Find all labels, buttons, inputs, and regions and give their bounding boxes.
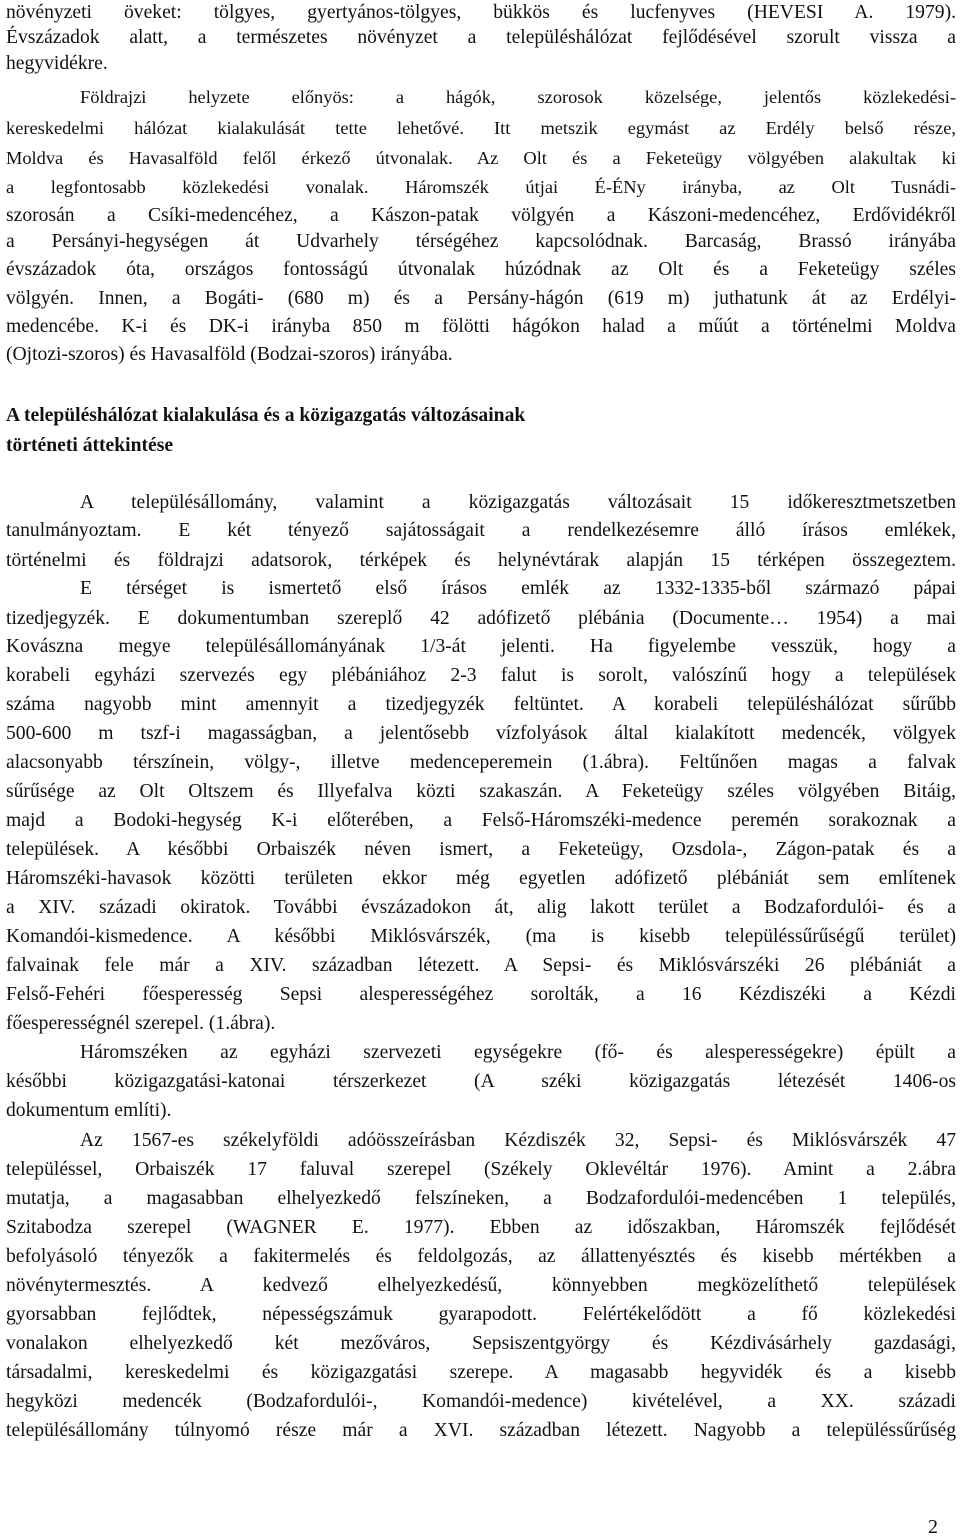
text-line: Földrajzi helyzete előnyös: a hágók, szorosok közelsége, jelentős közlekedési- <box>80 87 956 107</box>
text-line: a XIV. századi okiratok. További évszázadokon át, alig lakott terület a Bodzafordulói- és a <box>6 897 956 918</box>
text-line: alacsonyabb térszínein, völgy-, illetve medenceperemein (1.ábra). Feltűnően magas a falvak <box>6 752 956 773</box>
text-line: szorosán a Csíki-medencéhez, a Kászon-patak völgyén a Kászoni-medencéhez, Erdővidékről <box>6 205 956 226</box>
text-line: településállomány túlnyomó része már a XVI. században létezett. Nagyobb a településsűrűség <box>6 1420 956 1441</box>
text-line: Szitabodza szerepel (WAGNER E. 1977). Ebben az időszakban, Háromszék fejlődését <box>6 1217 956 1238</box>
text-line: Az 1567-es székelyföldi adóösszeírásban Kézdiszék 32, Sepsi- és Miklósvárszék 47 <box>80 1130 956 1151</box>
text-line: E térséget is ismertető első írásos emlék az 1332-1335-ből származó pápai <box>80 578 956 599</box>
text-line: Moldva és Havasalföld felől érkező útvonalak. Az Olt és a Feketeügy völgyében alakultak ki <box>6 148 956 168</box>
text-line: majd a Bodoki-hegység K-i előterében, a Felső-Háromszéki-medence peremén sorakoznak a <box>6 810 956 831</box>
text-line: korabeli egyházi szervezés egy plébániához 2-3 falut is sorolt, valószínű hogy a települések <box>6 665 956 686</box>
text-line: sűrűsége az Olt Oltszem és Illyefalva közti szakaszán. A Feketeügy széles völgyében Bitáig, <box>6 781 956 802</box>
text-line: a Persányi-hegységen át Udvarhely térségéhez kapcsolódnak. Barcaság, Brassó irányába <box>6 231 956 252</box>
text-line: hegyközi medencék (Bodzafordulói-, Komandói-medence) kivételével, a XX. századi <box>6 1391 956 1412</box>
text-line: főesperességnél szerepel. (1.ábra). <box>6 1013 276 1034</box>
text-line: Háromszéken az egyházi szervezeti egységekre (fő- és alesperességekre) épült a <box>80 1042 956 1063</box>
text-line: kereskedelmi hálózat kialakulását tette lehetővé. Itt metszik egymást az Erdély belső része, <box>6 118 956 138</box>
text-line: gyorsabban fejlődtek, népességszámuk gyarapodott. Felértékelődött a fő közlekedési <box>6 1304 956 1325</box>
text-line: településsel, Orbaiszék 17 faluval szerepel (Székely Oklevéltár 1976). Amint a 2.ábra <box>6 1159 956 1180</box>
text-line: tizedjegyzék. E dokumentumban szereplő 42 adófizető plébánia (Documente… 1954) a mai <box>6 608 956 629</box>
page-number: 2 <box>928 1516 938 1538</box>
text-line: 500-600 m tszf-i magasságban, a jelentősebb vízfolyások által kialakított medencék, völgyek <box>6 723 956 744</box>
text-line: tanulmányoztam. E két tényező sajátosságait a rendelkezésemre álló írásos emlékek, <box>6 520 956 541</box>
text-line: Háromszéki-havasok közötti területen ekkor még egyetlen adófizető plébániát sem említenek <box>6 868 956 889</box>
text-line: falvainak fele már a XIV. században létezett. A Sepsi- és Miklósvárszéki 26 plébániát a <box>6 955 956 976</box>
text-line: Kovászna megye településállományának 1/3-át jelenti. Ha figyelembe vesszük, hogy a <box>6 636 956 657</box>
section-heading: történeti áttekintése <box>6 435 174 456</box>
text-line: növénytermesztés. A kedvező elhelyezkedésű, könnyebben megközelíthető települések <box>6 1275 956 1296</box>
text-line: vonalakon elhelyezkedő két mezőváros, Sepsiszentgyörgy és Kézdivásárhely gazdasági, <box>6 1333 956 1354</box>
text-line: későbbi közigazgatási-katonai térszerkezet (A széki közigazgatás létezését 1406-os <box>6 1071 956 1092</box>
text-line: Komandói-kismedence. A későbbi Miklósvárszék, (ma is kisebb településsűrűségű terület) <box>6 926 956 947</box>
text-line: dokumentum említi). <box>6 1100 172 1121</box>
text-line: Évszázadok alatt, a természetes növényzet a településhálózat fejlődésével szorult vissza a <box>6 27 956 48</box>
text-line: társadalmi, kereskedelmi és közigazgatási szerepe. A magasabb hegyvidék és a kisebb <box>6 1362 956 1383</box>
text-line: történelmi és földrajzi adatsorok, térképek és helynévtárak alapján 15 térképen összegeztem. <box>6 550 956 571</box>
section-heading: A településhálózat kialakulása és a közigazgatás változásainak <box>6 405 526 426</box>
text-line: települések. A későbbi Orbaiszék néven ismert, a Feketeügy, Ozsdola-, Zágon-patak és a <box>6 839 956 860</box>
text-line: befolyásoló tényezők a fakitermelés és feldolgozás, az állattenyésztés és kisebb mértékben a <box>6 1246 956 1267</box>
text-line: völgyén. Innen, a Bogáti- (680 m) és a Persány-hágón (619 m) juthatunk át az Erdélyi- <box>6 288 956 309</box>
text-line: mutatja, a magasabban elhelyezkedő felszíneken, a Bodzafordulói-medencében 1 település, <box>6 1188 956 1209</box>
text-line: (Ojtozi-szoros) és Havasalföld (Bodzai-szoros) irányába. <box>6 344 453 365</box>
text-line: Felső-Fehéri főesperesség Sepsi alesperességéhez sorolták, a 16 Kézdiszéki a Kézdi <box>6 984 956 1005</box>
text-line: évszázadok óta, országos fontosságú útvonalak húzódnak az Olt és a Feketeügy széles <box>6 259 956 280</box>
text-line: száma nagyobb mint amennyit a tizedjegyzék feltüntet. A korabeli településhálózat sűrűbb <box>6 694 956 715</box>
text-line: hegyvidékre. <box>6 53 108 74</box>
text-line: növényzeti öveket: tölgyes, gyertyános-tölgyes, bükkös és lucfenyves (HEVESI A. 1979). <box>6 2 956 23</box>
text-line: medencébe. K-i és DK-i irányba 850 m fölötti hágókon halad a műút a történelmi Moldva <box>6 316 956 337</box>
text-line: a legfontosabb közlekedési vonalak. Háromszék útjai É-ÉNy irányba, az Olt Tusnádi- <box>6 177 956 197</box>
text-line: A településállomány, valamint a közigazgatás változásait 15 időkeresztmetszetben <box>80 492 956 513</box>
